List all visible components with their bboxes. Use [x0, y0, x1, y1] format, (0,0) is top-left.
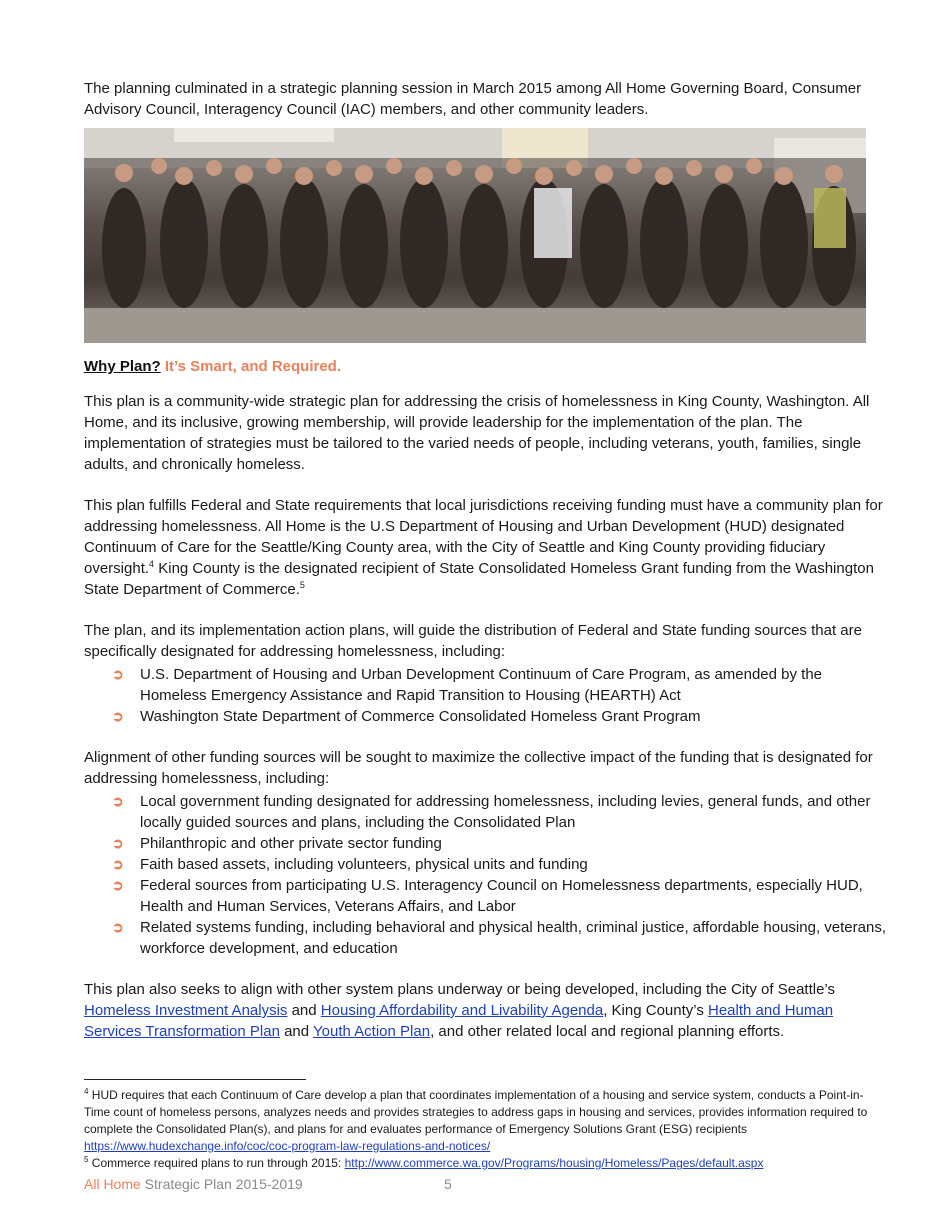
- commerce-wa-link[interactable]: http://www.commerce.wa.gov/Programs/housing/Homeless/Pages/default.aspx: [344, 1156, 764, 1170]
- heading-question: Why Plan?: [84, 358, 161, 375]
- document-body: [84, 78, 888, 1042]
- footnote-divider: [84, 1079, 306, 1080]
- youth-action-plan-link[interactable]: Youth Action Plan: [313, 1023, 431, 1040]
- page-footer: [84, 1176, 884, 1192]
- footnote-5: $^5$ Commerce required plans to run through 2015: http://www.commerce.wa.gov/Programs/housing/Homeless/Pages/default.aspx: [84, 1155, 764, 1170]
- list-item: ➲ Local government funding designated for addressing homelessness, including levies, general funds, and other locally guided sources and plans, including the Consolidated Plan: [112, 793, 871, 831]
- list-item: ➲ U.S. Department of Housing and Urban Development Continuum of Care Program, as amended by the Homeless Emergency Assistance and Rapid Transition to Housing (HEARTH) Act: [112, 666, 823, 704]
- hud-exchange-link[interactable]: https://www.hudexchange.info/coc/coc-program-law-regulations-and-notices/: [84, 1139, 491, 1153]
- hhs-transformation-plan-link[interactable]: Health and Human Services Transformation Plan: [84, 1002, 834, 1040]
- arrow-bullet-icon: ➲: [112, 856, 124, 872]
- federal-state-funding-list: [84, 664, 888, 727]
- intro-paragraph: The planning culminated in a strategic planning session in March 2015 among All Home Governing Board, Consumer Advisory Council, Interagency Council (IAC) members, and other community leaders.: [84, 80, 862, 118]
- list-item: ➲ Faith based assets, including volunteers, physical units and funding: [112, 856, 588, 873]
- page-number: 5: [444, 1176, 452, 1192]
- requirements-text-b: King County is the designated recipient of State Consolidated Homeless Grant funding from the Washington State Department of Commerce.: [84, 560, 874, 598]
- requirements-text-a: This plan fulfills Federal and State requirements that local jurisdictions receiving funding must have a community plan for addressing homelessness. All Home is the U.S Department of Housing and Urban Development (HUD) designated Continuum of Care for the Seattle/King County area, with the City of Seattle and King County providing fiduciary oversight.: [84, 497, 883, 577]
- footer-title: Strategic Plan 2015-2019: [140, 1176, 303, 1192]
- section-heading: [84, 357, 888, 377]
- footnote-ref-4[interactable]: 4: [149, 559, 155, 569]
- list-item: ➲ Related systems funding, including behavioral and physical health, criminal justice, affordable housing, veterans, workforce development, and education: [112, 919, 886, 957]
- list-item: ➲ Washington State Department of Commerce Consolidated Homeless Grant Program: [112, 708, 701, 725]
- arrow-bullet-icon: ➲: [112, 793, 124, 809]
- arrow-bullet-icon: ➲: [112, 919, 124, 935]
- homeless-investment-analysis-link[interactable]: Homeless Investment Analysis: [84, 1002, 288, 1019]
- other-funding-list: [84, 791, 888, 959]
- arrow-bullet-icon: ➲: [112, 835, 124, 851]
- housing-affordability-agenda-link[interactable]: Housing Affordability and Livability Agenda: [320, 1002, 604, 1019]
- paragraph-alignment: Alignment of other funding sources will be sought to maximize the collective impact of the funding that is designated for addressing homelessness, including:: [84, 749, 873, 787]
- arrow-bullet-icon: ➲: [112, 708, 124, 724]
- paragraph-system-plans: This plan also seeks to align with other system plans underway or being developed, including the City of Seattle’s Homeless Investment Analysis and Housing Affordability and Livability Agenda, King County’s Health and Human Services Transformation Plan and Youth Action Plan, and other related local and regional planning efforts.: [84, 981, 835, 1040]
- group-photo-illustration: [84, 128, 866, 343]
- paragraph-requirements: [84, 495, 888, 600]
- footnote-4: $^4$ HUD requires that each Continuum of Care develop a plan that coordinates implementation of a housing and service system, conducts a Point-in-Time count of homeless persons, analyzes needs and provides strategies to address gaps in housing and services, provides information required to complete the Consolidated Plan(s), and plans for and evaluates performance of Emergency Solutions Grant (ESG) recipients https://www.hudexchange.info/coc/coc-program-law-regulations-and-notices/: [84, 1087, 868, 1153]
- footnotes: [84, 1087, 884, 1172]
- footnote-ref-5[interactable]: 5: [299, 580, 305, 590]
- list-item: ➲ Philanthropic and other private sector funding: [112, 835, 442, 852]
- footer-brand: All Home: [84, 1176, 141, 1192]
- group-photo: [84, 128, 866, 343]
- heading-answer: It’s Smart, and Required.: [164, 358, 341, 375]
- list-item: ➲ Federal sources from participating U.S. Interagency Council on Homelessness departments, especially HUD, Health and Human Services, Veterans Affairs, and Labor: [112, 877, 863, 915]
- arrow-bullet-icon: ➲: [112, 666, 124, 682]
- arrow-bullet-icon: ➲: [112, 877, 124, 893]
- paragraph-community-plan: This plan is a community-wide strategic plan for addressing the crisis of homelessness in King County, Washington. All Home, and its inclusive, growing membership, will provide leadership for the implementation of the plan. The implementation of strategies must be tailored to the varied needs of people, including veterans, youth, families, single adults, and chronically homeless.: [84, 393, 870, 473]
- paragraph-funding-distribution: The plan, and its implementation action plans, will guide the distribution of Federal and State funding sources that are specifically designated for addressing homelessness, including:: [84, 622, 862, 660]
